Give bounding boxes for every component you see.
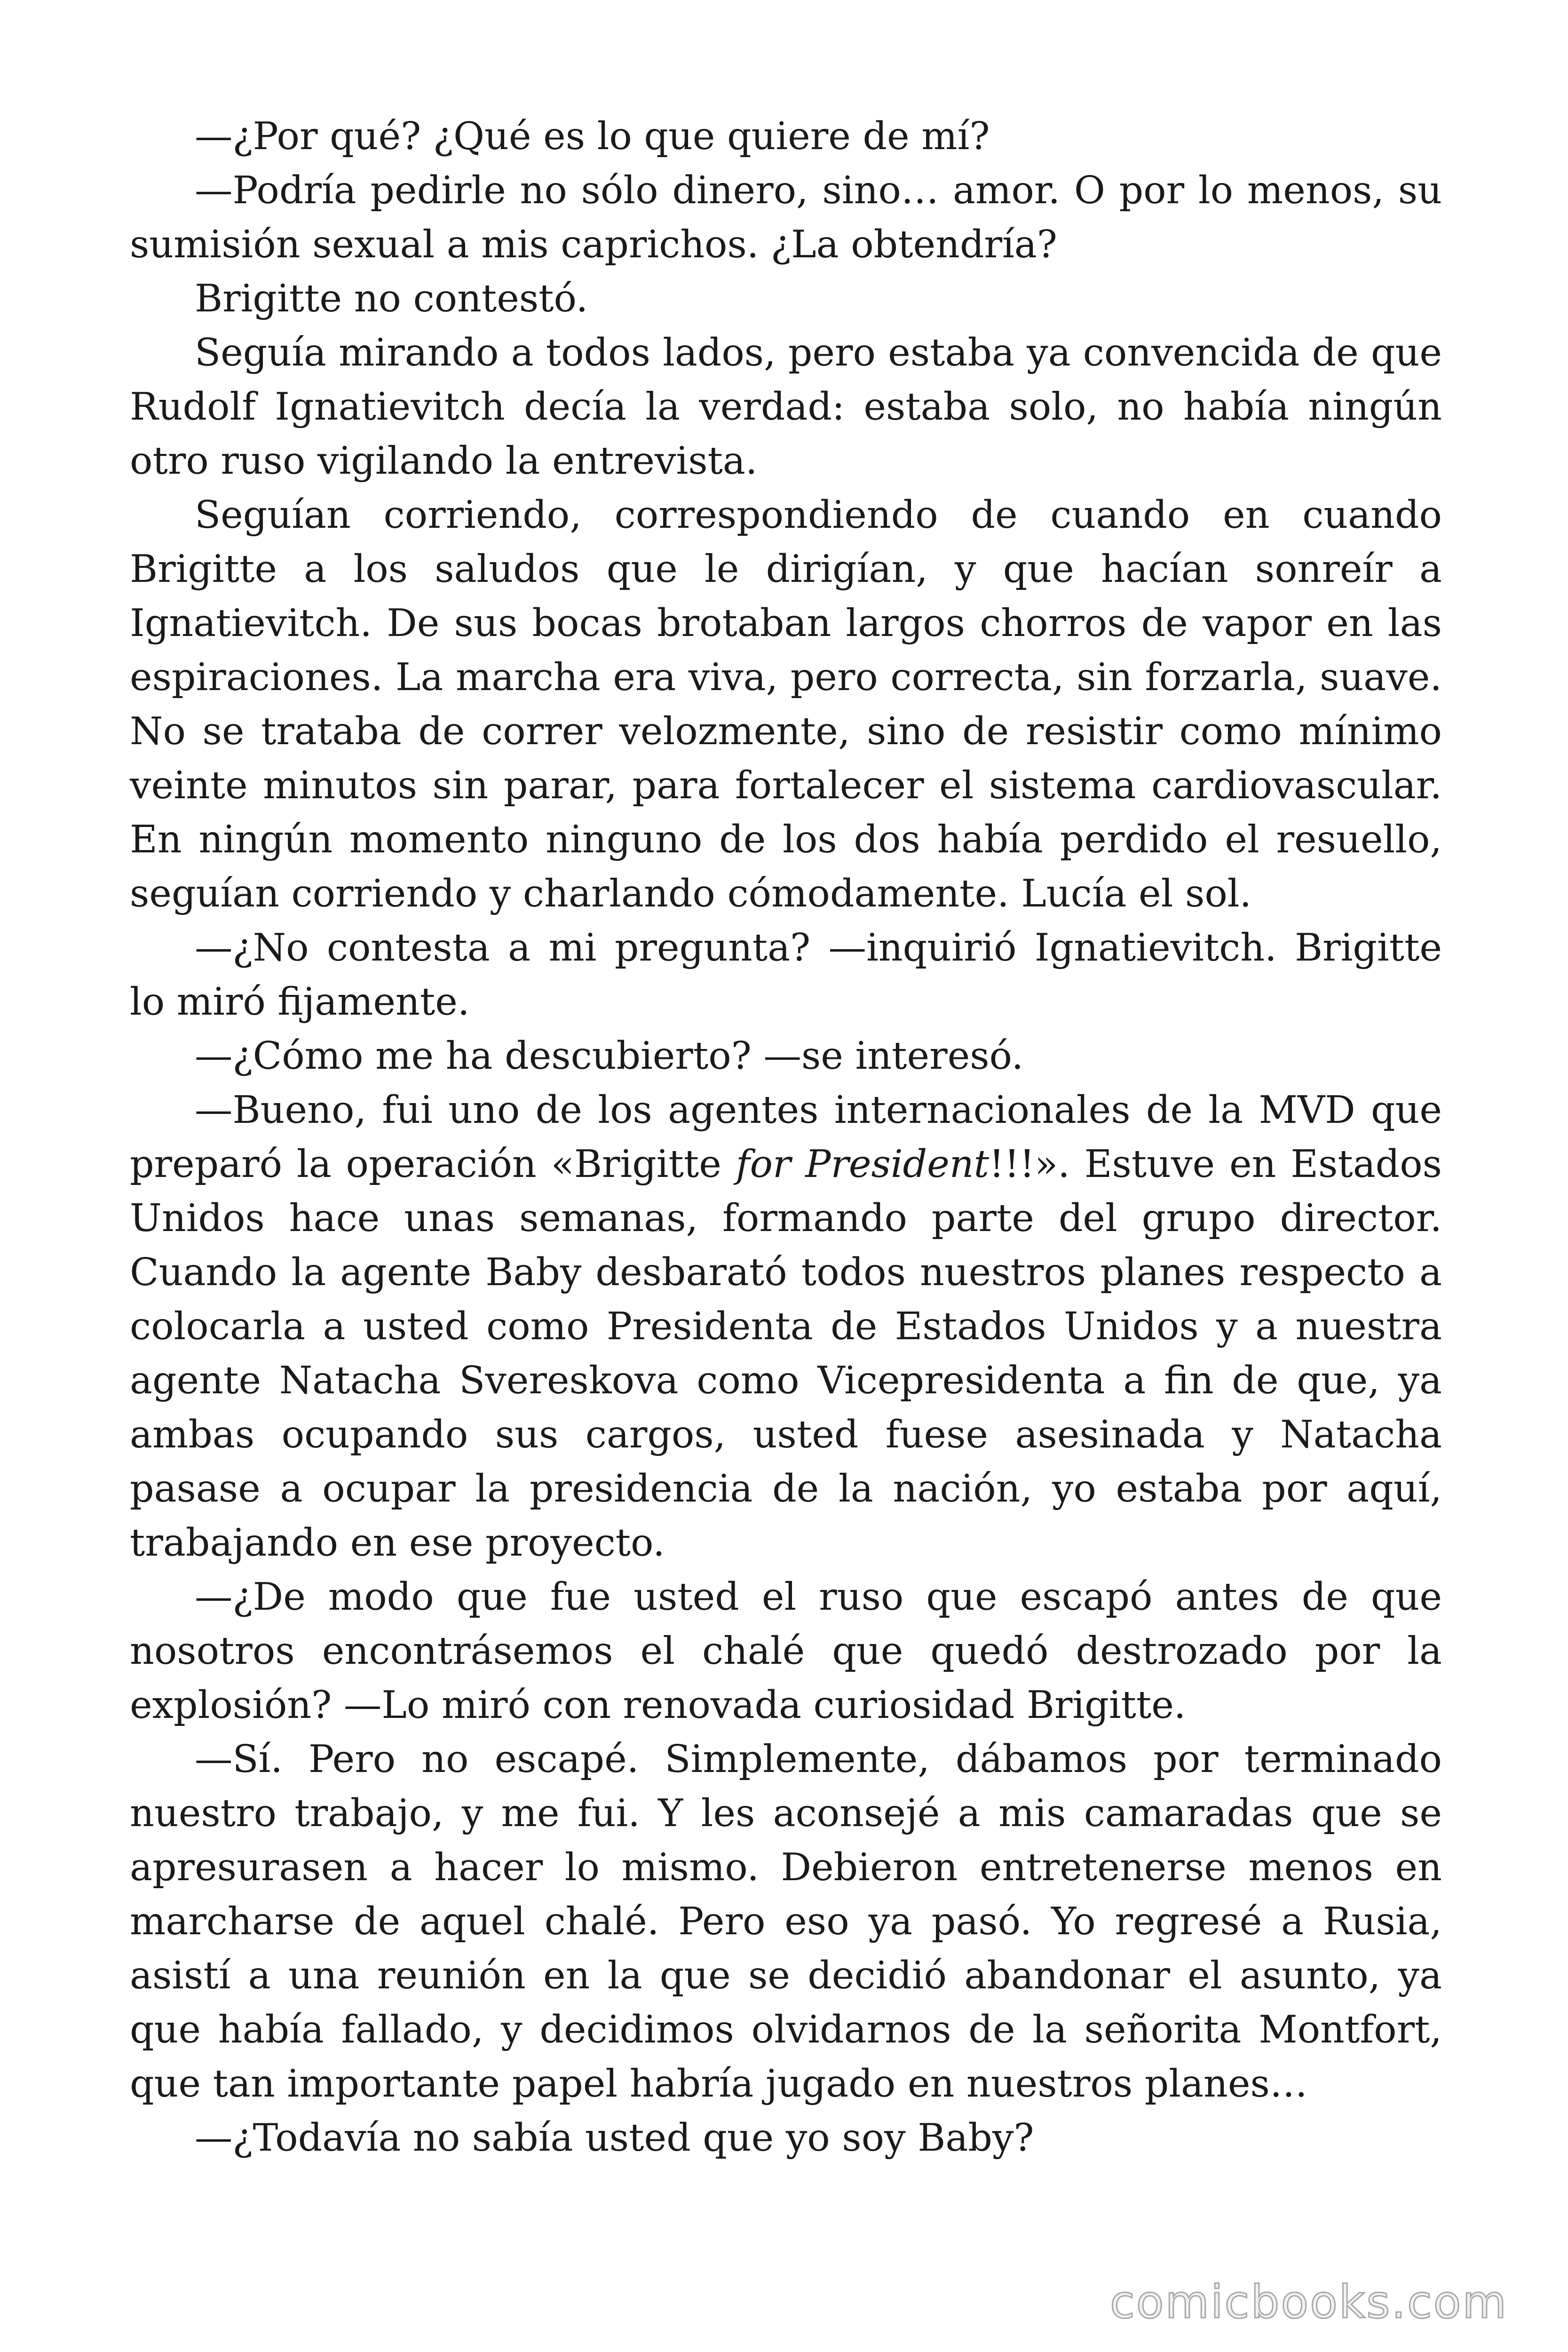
paragraph: —Podría pedirle no sólo dinero, sino… amor. O por lo menos, su sumisión sexual a mis caprichos. ¿La obtendría? bbox=[130, 168, 1442, 266]
paragraph: Brigitte no contestó. bbox=[195, 276, 588, 320]
paragraph: Seguía mirando a todos lados, pero estaba ya convencida de que Rudolf Ignatievitch decía la verdad: estaba solo, no había ningún otro ruso vigilando la entrevista. bbox=[130, 330, 1442, 483]
paragraph: —¿Cómo me ha descubierto? —se interesó. bbox=[195, 1033, 1024, 1078]
paragraph-text: !!!». Estuve en Estados Unidos hace unas semanas, formando parte del grupo director. Cuando la agente Baby desbarató todos nuestros planes respecto a colocarla a usted como Presidenta de Estados Unidos y a nuestra agente Natacha Svereskova como Vicepresidenta a fin de que, ya ambas ocupando sus cargos, usted fuese asesinada y Natacha pasase a ocupar la presidencia de la nación, yo estaba por aquí, trabajando en ese proyecto. bbox=[130, 1142, 1442, 1565]
italic-title: for President bbox=[736, 1142, 989, 1186]
paragraph: —¿Por qué? ¿Qué es lo que quiere de mí? bbox=[195, 114, 990, 158]
paragraph: —Sí. Pero no escapé. Simplemente, dábamos por terminado nuestro trabajo, y me fui. Y les aconsejé a mis camaradas que se apresurasen a hacer lo mismo. Debieron entretenerse menos en marcharse de aquel chalé. Pero eso ya pasó. Yo regresé a Rusia, asistí a una reunión en la que se decidió abandonar el asunto, ya que había fallado, y decidimos olvidarnos de la señorita Montfort, que tan importante papel habría jugado en nuestros planes… bbox=[130, 1737, 1442, 2106]
paragraph bbox=[130, 1083, 1442, 1570]
watermark: comicbooks.com bbox=[1109, 2276, 1508, 2328]
paragraph-text: —Bueno, fui uno de los agentes internacionales de la MVD que preparó la operación «Brigitte bbox=[130, 1088, 1442, 1186]
paragraph: —¿No contesta a mi pregunta? —inquirió Ignatievitch. Brigitte lo miró fijamente. bbox=[130, 925, 1442, 1024]
paragraph: —¿De modo que fue usted el ruso que escapó antes de que nosotros encontrásemos el chalé que quedó destrozado por la explosión? —Lo miró con renovada curiosidad Brigitte. bbox=[130, 1574, 1442, 1727]
paragraph: Seguían corriendo, correspondiendo de cuando en cuando Brigitte a los saludos que le dirigían, y que hacían sonreír a Ignatievitch. De sus bocas brotaban largos chorros de vapor en las espiraciones. La marcha era viva, pero correcta, sin forzarla, suave. No se trataba de correr velozmente, sino de resistir como mínimo veinte minutos sin parar, para fortalecer el sistema cardiovascular. En ningún momento ninguno de los dos había perdido el resuello, seguían corriendo y charlando cómodamente. Lucía el sol. bbox=[130, 493, 1442, 915]
body-text bbox=[130, 109, 1442, 2165]
paragraph: —¿Todavía no sabía usted que yo soy Baby? bbox=[195, 2115, 1034, 2160]
